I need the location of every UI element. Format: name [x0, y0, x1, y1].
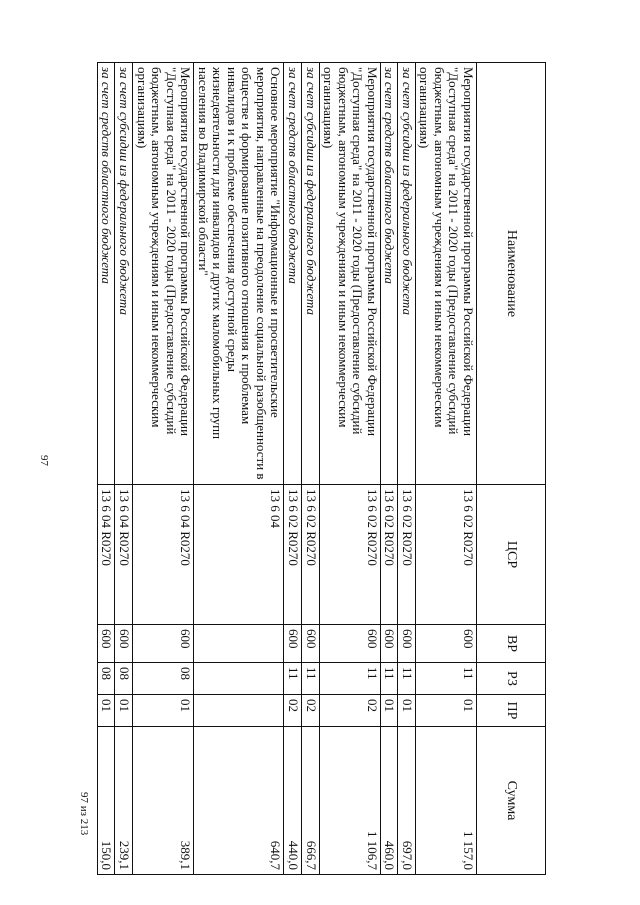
cell-csr: 13 6 04 [194, 485, 284, 625]
cell-vr: 600 [284, 625, 302, 663]
cell-rz: 11 [319, 663, 380, 695]
cell-rz: 11 [415, 663, 476, 695]
cell-name: Мероприятия государственной программы Российской Федерации "Доступная среда" на 2011 - 2020 годы (Предоставление субсидий бюджетным, автономным учреждениям и иным некоммерческим организациям) [415, 63, 476, 485]
cell-vr [194, 625, 284, 663]
cell-pr: 01 [115, 695, 133, 727]
table-row [398, 63, 416, 875]
cell-csr: 13 6 02 R0270 [284, 485, 302, 625]
cell-name: за счет субсидии из федерального бюджета [115, 63, 133, 485]
table-row [284, 63, 302, 875]
cell-rz: 11 [284, 663, 302, 695]
cell-rz: 11 [380, 663, 398, 695]
cell-pr: 01 [380, 695, 398, 727]
rotated-table-container [99, 62, 546, 874]
cell-csr: 13 6 02 R0270 [415, 485, 476, 625]
cell-name: за счет средств областного бюджета [284, 63, 302, 485]
table-row [115, 63, 133, 875]
cell-name: за счет средств областного бюджета [97, 63, 115, 485]
header-sum: Сумма [477, 727, 546, 875]
cell-name: за счет субсидии из федерального бюджета [398, 63, 416, 485]
cell-name: за счет средств областного бюджета [380, 63, 398, 485]
table-row [132, 63, 193, 875]
header-vr: ВР [477, 625, 546, 663]
cell-csr: 13 6 04 R0270 [97, 485, 115, 625]
cell-sum: 239,1 [115, 727, 133, 875]
page-number: 97 [38, 455, 50, 466]
cell-vr: 600 [380, 625, 398, 663]
cell-rz: 08 [132, 663, 193, 695]
header-csr: ЦСР [477, 485, 546, 625]
cell-csr: 13 6 04 R0270 [115, 485, 133, 625]
cell-sum: 666,7 [301, 727, 319, 875]
header-rz: РЗ [477, 663, 546, 695]
cell-name: Мероприятия государственной программы Российской Федерации "Доступная среда" на 2011 - 2020 годы (Предоставление субсидий бюджетным, автономным учреждениям и иным некоммерческим организациям) [319, 63, 380, 485]
cell-vr: 600 [398, 625, 416, 663]
cell-rz: 11 [301, 663, 319, 695]
header-name: Наименование [477, 63, 546, 485]
cell-vr: 600 [132, 625, 193, 663]
cell-rz: 08 [115, 663, 133, 695]
cell-rz [194, 663, 284, 695]
page-footer: 97 из 213 [78, 792, 90, 836]
cell-pr: 02 [301, 695, 319, 727]
cell-pr: 02 [284, 695, 302, 727]
cell-rz: 08 [97, 663, 115, 695]
cell-sum: 389,1 [132, 727, 193, 875]
cell-csr: 13 6 02 R0270 [398, 485, 416, 625]
budget-table [97, 62, 546, 875]
cell-pr: 01 [398, 695, 416, 727]
cell-csr: 13 6 02 R0270 [301, 485, 319, 625]
cell-vr: 600 [301, 625, 319, 663]
cell-sum: 697,0 [398, 727, 416, 875]
table-row [380, 63, 398, 875]
cell-sum: 440,0 [284, 727, 302, 875]
cell-name: Мероприятия государственной программы Российской Федерации "Доступная среда" на 2011 - 2020 годы (Предоставление субсидий бюджетным, автономным учреждениям и иным некоммерческим организациям) [132, 63, 193, 485]
table-header-row [477, 63, 546, 875]
table-row [97, 63, 115, 875]
cell-sum: 460,0 [380, 727, 398, 875]
cell-pr: 01 [97, 695, 115, 727]
header-pr: ПР [477, 695, 546, 727]
cell-pr: 01 [415, 695, 476, 727]
cell-pr: 01 [132, 695, 193, 727]
cell-pr: 02 [319, 695, 380, 727]
table-row [194, 63, 284, 875]
cell-vr: 600 [97, 625, 115, 663]
cell-vr: 600 [319, 625, 380, 663]
cell-vr: 600 [415, 625, 476, 663]
cell-sum: 150,0 [97, 727, 115, 875]
cell-vr: 600 [115, 625, 133, 663]
table-row [319, 63, 380, 875]
cell-sum: 640,7 [194, 727, 284, 875]
cell-name: за счет субсидии из федерального бюджета [301, 63, 319, 485]
cell-sum: 1 106,7 [319, 727, 380, 875]
cell-csr: 13 6 02 R0270 [319, 485, 380, 625]
cell-csr: 13 6 04 R0270 [132, 485, 193, 625]
cell-sum: 1 157,0 [415, 727, 476, 875]
cell-pr [194, 695, 284, 727]
cell-name: Основное мероприятие "Информационные и просветительские мероприятия, направленные на преодоление социальной разобщенности в обществе и формирование позитивного отношения к проблемам инвалидов и к проблеме обеспечения доступной среды жизнедеятельности для инвалидов и других маломобильных групп населения во Владимирской области" [194, 63, 284, 485]
table-row [415, 63, 476, 875]
cell-csr: 13 6 02 R0270 [380, 485, 398, 625]
cell-rz: 11 [398, 663, 416, 695]
table-row [301, 63, 319, 875]
